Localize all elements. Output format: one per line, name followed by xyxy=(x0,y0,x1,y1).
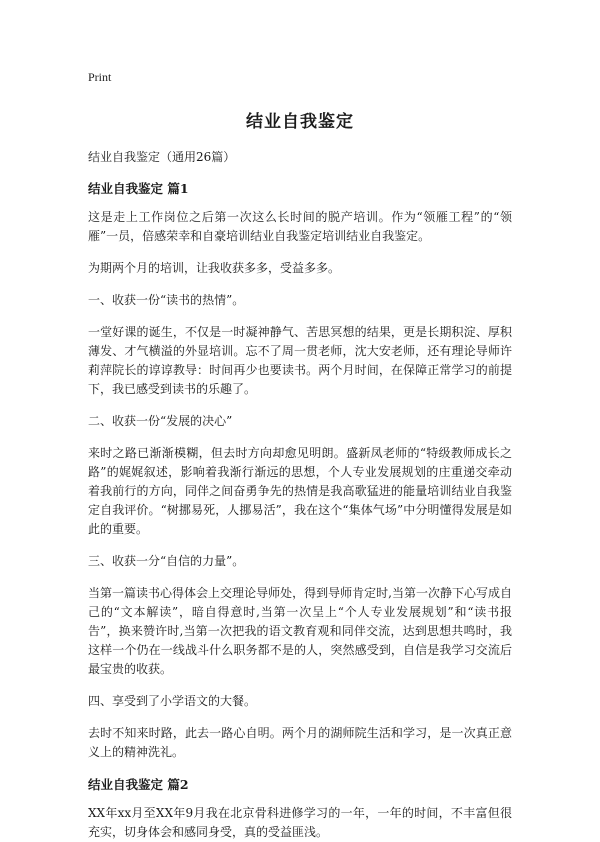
section-2 xyxy=(88,775,512,842)
document-subtitle: 结业自我鉴定（通用26篇） xyxy=(88,150,236,164)
section-1 xyxy=(88,179,512,762)
print-label: Print xyxy=(88,70,112,84)
paragraph: 四、享受到了小学语文的大餐。 xyxy=(88,694,257,708)
section-heading: 结业自我鉴定 篇2 xyxy=(88,777,189,792)
paragraph: XX年xx月至XX年9月我在北京骨科进修学习的一年，一年的时间，不丰富但很充实，切身体会和感同身受，真的受益匪浅。 xyxy=(88,806,512,839)
document-title: 结业自我鉴定 xyxy=(246,112,354,132)
paragraph: 这是走上工作岗位之后第一次这么长时间的脱产培训。作为“领雁工程”的“领雁”一员，倍感荣幸和自豪培训结业自我鉴定培训结业自我鉴定。 xyxy=(88,210,512,243)
paragraph: 为期两个月的培训，让我收获多多，受益多多。 xyxy=(88,261,341,275)
paragraph: 三、收获一分“自信的力量”。 xyxy=(88,554,245,568)
paragraph: 去时不知来时路，此去一路心自明。两个月的湖师院生活和学习，是一次真正意义上的精神洗礼。 xyxy=(88,726,512,759)
paragraph: 二、收获一份“发展的决心” xyxy=(88,414,233,428)
paragraph: 一、收获一份“读书的热情”。 xyxy=(88,293,245,307)
section-heading: 结业自我鉴定 篇1 xyxy=(88,181,189,196)
paragraph: 来时之路已渐渐模糊，但去时方向却愈见明朗。盛新凤老师的“特级教师成长之路”的娓娓叙述，影响着我渐行渐远的思想，个人专业发展规划的庄重递交牵动着我前行的方向，同伴之间奋勇争先的热情是我高歌猛进的能量培训结业自我鉴定自我评价。“树挪易死，人挪易活”，我在这个“集体气场”中分明懂得发展是如此的重要。 xyxy=(88,446,512,536)
paragraph: 一堂好课的诞生，不仅是一时凝神静气、苦思冥想的结果，更是长期积淀、厚积薄发、才气横溢的外显培训。忘不了周一贯老师，沈大安老师，还有理论导师许莉萍院长的谆谆教导：时间再少也要读书。两个月时间，在保障正常学习的前提下，我已感受到读书的乐趣了。 xyxy=(88,325,512,396)
paragraph: 当第一篇读书心得体会上交理论导师处，得到导师肯定时,当第一次静下心写成自己的“文本解读”，暗自得意时,当第一次呈上“个人专业发展规划”和“读书报告”，换来赞许时,当第一次把我的语文教育观和同伴交流，达到思想共鸣时，我这样一个仍在一线战斗什么职务都不是的人，突然感受到，自信是我学习交流后最宝贵的收获。 xyxy=(88,586,512,676)
